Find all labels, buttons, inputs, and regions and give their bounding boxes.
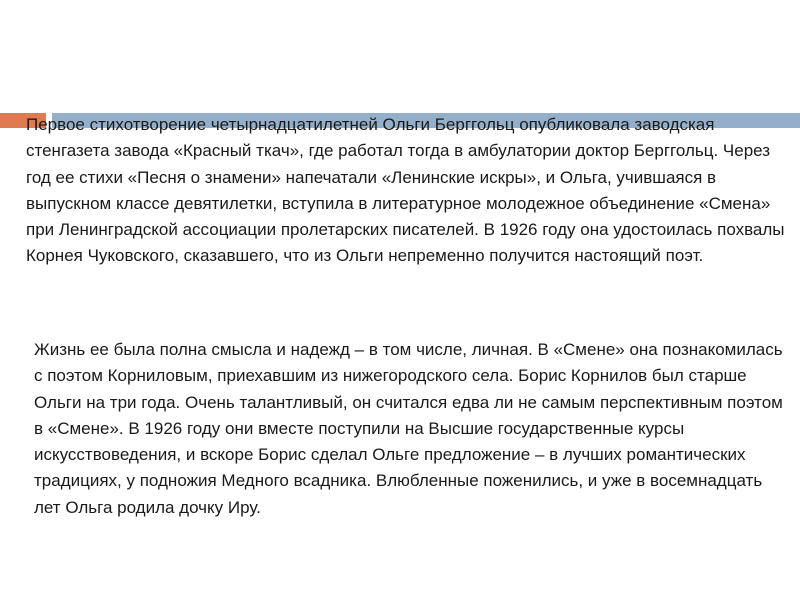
paragraph-first-poem: Первое стихотворение четырнадцатилетней Ольги Берггольц опубликовала заводская стенгазета завода «Красный ткач», где работал тогда в амбулатории доктор Берггольц. Через год ее стихи «Песня о знамени» напечатали «Ленинские искры», и Ольга, учившаяся в выпускном классе девятилетки, вступила в литературное молодежное объединение «Смена» при Ленинградской ассоциации пролетарских писателей. В 1926 году она удостоилась похвалы Корнея Чуковского, сказавшего, что из Ольги непременно получится настоящий поэт. bbox=[26, 115, 785, 266]
paragraph-life-marriage: Жизнь ее была полна смысла и надежд – в том числе, личная. В «Смене» она познакомилась с поэтом Корниловым, приехавшим из нижегородского села. Борис Корнилов был старше Ольги на три года. Очень талантливый, он считался едва ли не самым перспективным поэтом в «Смене». В 1926 году они вместе поступили на Высшие государственные курсы искусствоведения, и вскоре Борис сделал Ольге предложение – в лучших романтических традициях, у подножия Медного всадника. Влюбленные поженились, и уже в восемнадцать лет Ольга родила дочку Иру. bbox=[34, 340, 783, 517]
